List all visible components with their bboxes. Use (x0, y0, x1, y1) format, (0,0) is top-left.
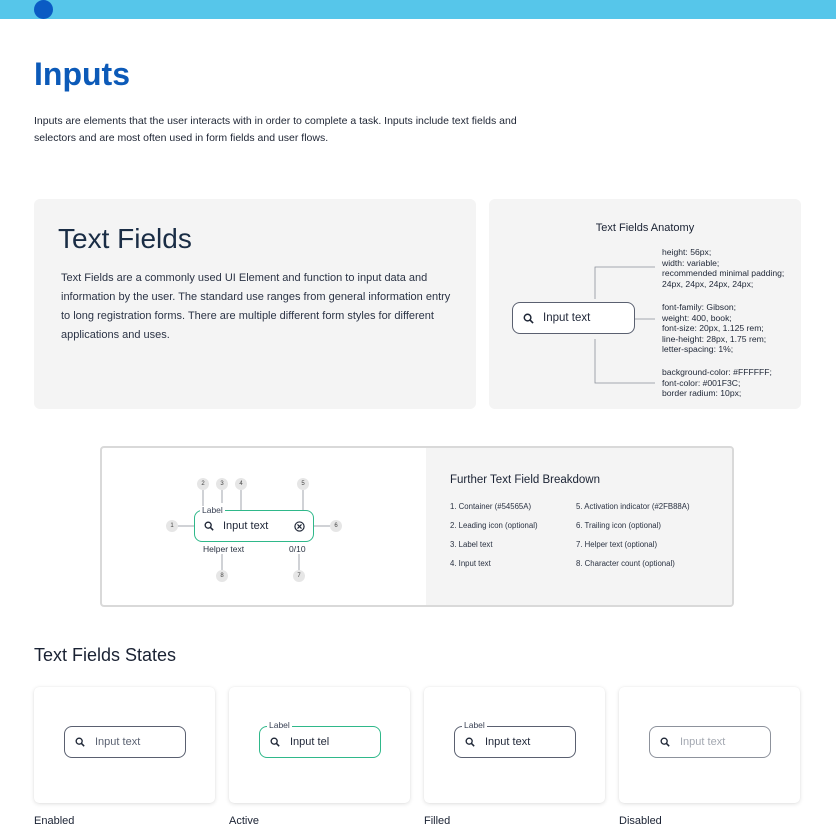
badge-2: 2 (197, 478, 209, 490)
spec-color: background-color: #FFFFFF; font-color: #001F3C; border radium: 10px; (662, 367, 772, 398)
spec-type: font-family: Gibson; weight: 400, book; font-size: 20px, 1.125 rem; line-height: 28px, 1.75 rem; letter-spacing: 1%; (662, 302, 767, 354)
state-disabled-field (649, 726, 771, 758)
breakdown-label: Label (202, 505, 223, 515)
intro-text: Inputs are elements that the user interacts with in order to complete a task. Inputs include text fields and selectors and are most often used in form fields and user flows. (34, 115, 517, 144)
breakdown-input-text: Input text (223, 520, 269, 532)
states-title: Text Fields States (34, 645, 177, 665)
state-filled-text: Input text (485, 736, 531, 748)
search-icon (465, 737, 475, 747)
breakdown-item: 1. Container (#54565A) (450, 502, 532, 511)
state-label-active: Active (229, 815, 259, 827)
text-fields-title: Text Fields (58, 223, 192, 254)
state-card-disabled (619, 687, 800, 803)
breakdown-item: 3. Label text (450, 540, 493, 549)
text-fields-description: Text Fields are a commonly used UI Element and function to input data and information by the user. The standard use ranges from general information entry to long registration forms. There are multiple different form styles for different applications and uses. (61, 272, 451, 341)
state-filled-label: Label (464, 720, 485, 730)
anatomy-field-text: Input text (543, 312, 591, 324)
search-icon (523, 313, 534, 324)
badge-1: 1 (166, 520, 178, 532)
page-title: Inputs (34, 56, 130, 92)
badge-7: 7 (293, 570, 305, 582)
breakdown-item: 7. Helper text (optional) (576, 540, 658, 549)
state-card-filled (424, 687, 605, 803)
logo-dot (34, 0, 53, 19)
breakdown-helper-text: Helper text (203, 544, 245, 554)
breakdown-item: 5. Activation indicator (#2FB88A) (576, 502, 690, 511)
state-card-enabled (34, 687, 215, 803)
state-active-field[interactable] (259, 726, 381, 758)
breakdown-counter: 0/10 (289, 544, 306, 554)
breakdown-item: 6. Trailing icon (optional) (576, 521, 661, 530)
breakdown-title: Further Text Field Breakdown (450, 474, 600, 486)
anatomy-card (489, 199, 801, 409)
badge-6: 6 (330, 520, 342, 532)
state-enabled-field[interactable] (64, 726, 186, 758)
badge-5: 5 (297, 478, 309, 490)
breakdown-item: 4. Input text (450, 559, 491, 568)
state-label-filled: Filled (424, 815, 451, 827)
anatomy-field (512, 302, 635, 334)
state-enabled-text: Input text (95, 736, 141, 748)
text-fields-card (34, 199, 476, 409)
top-bar (0, 0, 836, 19)
state-label-disabled: Disabled (619, 815, 662, 827)
search-icon (75, 737, 85, 747)
breakdown-item: 2. Leading icon (optional) (450, 521, 538, 530)
state-disabled-text: Input text (680, 736, 726, 748)
breakdown-panel (100, 446, 734, 607)
breakdown-item: 8. Character count (optional) (576, 559, 675, 568)
badge-4: 4 (235, 478, 247, 490)
breakdown-list (426, 448, 734, 607)
search-icon (660, 737, 670, 747)
state-active-label: Label (269, 720, 290, 730)
search-icon (204, 521, 214, 531)
state-card-active (229, 687, 410, 803)
search-icon (270, 737, 280, 747)
state-active-text: Input tel (290, 736, 330, 748)
state-label-enabled: Enabled (34, 815, 75, 827)
badge-8: 8 (216, 570, 228, 582)
spec-size: height: 56px; width: variable; recommended minimal padding; 24px, 24px, 24px, 24px; (662, 247, 785, 289)
anatomy-title: Text Fields Anatomy (595, 222, 695, 234)
badge-3: 3 (216, 478, 228, 490)
clear-icon (294, 521, 305, 532)
state-filled-field[interactable] (454, 726, 576, 758)
